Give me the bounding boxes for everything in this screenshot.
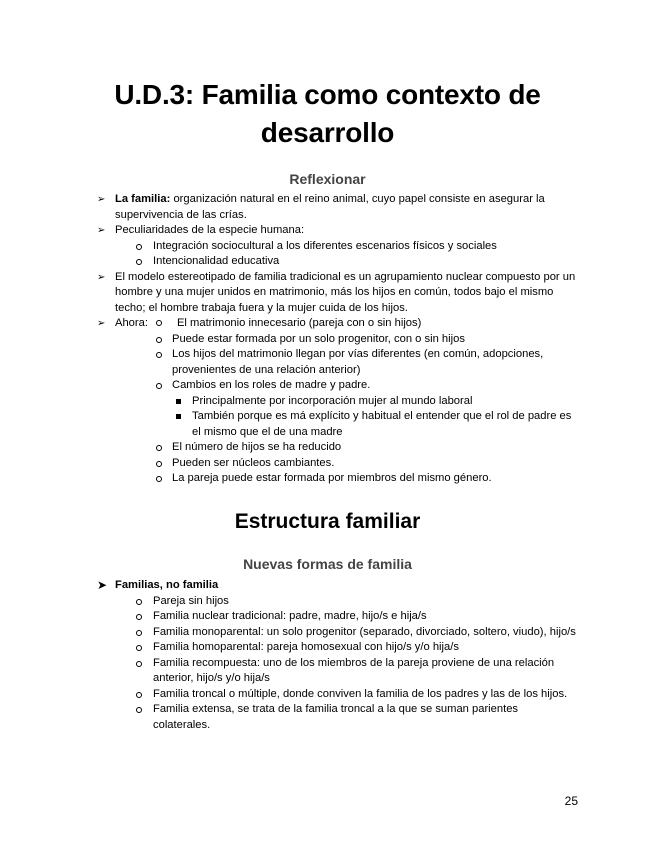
circle-bullet-icon bbox=[156, 445, 162, 451]
list-item bbox=[0, 440, 655, 456]
list-item bbox=[0, 239, 655, 255]
circle-bullet-icon bbox=[156, 461, 162, 467]
list-item-text: Familia recompuesta: uno de los miembros de la pareja proviene de una relación anterior, hijo/s y/o hija/s bbox=[153, 656, 555, 684]
list-item-text: Familia nuclear tradicional: padre, madre, hijo/s e hija/s bbox=[153, 610, 427, 622]
page-number: 25 bbox=[564, 794, 578, 808]
list-item-text: Pueden ser núcleos cambiantes. bbox=[172, 456, 335, 469]
list-item bbox=[0, 625, 655, 641]
list-item bbox=[0, 578, 655, 594]
list-item bbox=[0, 223, 655, 239]
reflexionar-list bbox=[0, 192, 655, 487]
section-heading-reflexionar: Reflexionar bbox=[289, 171, 366, 187]
square-bullet-icon bbox=[176, 414, 181, 419]
list-item-text: Familia monoparental: un solo progenitor (separado, divorciado, soltero, viudo), hijo/s bbox=[153, 625, 576, 638]
circle-bullet-icon bbox=[136, 599, 142, 605]
list-item-text: Cambios en los roles de madre y padre. bbox=[172, 379, 371, 391]
list-item bbox=[0, 409, 655, 440]
circle-bullet-icon bbox=[136, 614, 142, 620]
list-item bbox=[0, 640, 655, 656]
list-item bbox=[0, 594, 655, 610]
list-item-text: Intencionalidad educativa bbox=[153, 255, 280, 267]
list-item-text: El matrimonio innecesario (pareja con o sin hijos) bbox=[176, 317, 422, 329]
list-item bbox=[0, 609, 655, 625]
list-item bbox=[0, 347, 655, 378]
list-item bbox=[0, 332, 655, 348]
list-item bbox=[0, 192, 655, 223]
list-item-text: Pareja sin hijos bbox=[153, 594, 229, 607]
square-bullet-icon bbox=[176, 399, 181, 404]
list-item-text: Principalmente por incorporación mujer al mundo laboral bbox=[192, 394, 473, 407]
list-item bbox=[0, 378, 655, 394]
circle-bullet-icon bbox=[156, 337, 162, 343]
list-item bbox=[0, 687, 655, 703]
arrow-bullet-icon: ➢ bbox=[97, 318, 106, 329]
arrow-bullet-icon: ➢ bbox=[97, 225, 106, 236]
list-item bbox=[0, 316, 655, 332]
list-item-text: El número de hijos se ha reducido bbox=[172, 441, 342, 453]
list-item-text: organización natural en el reino animal, cuyo papel consiste en asegurar la supervivencia de las crías. bbox=[115, 193, 545, 221]
list-item-text: Familia homoparental: pareja homosexual con hijo/s y/o hija/s bbox=[153, 641, 459, 653]
list-item bbox=[0, 471, 655, 487]
circle-bullet-icon bbox=[136, 692, 142, 698]
term-label: La familia: bbox=[115, 193, 171, 205]
circle-bullet-icon bbox=[136, 244, 142, 250]
term-label: Ahora: bbox=[115, 317, 148, 329]
list-item-text: Peculiaridades de la especie humana: bbox=[115, 224, 305, 236]
list-item-text: Los hijos del matrimonio llegan por vías diferentes (en común, adopciones, provenientes de una relación anterior) bbox=[172, 348, 544, 376]
list-item bbox=[0, 656, 655, 687]
circle-bullet-icon bbox=[136, 661, 142, 667]
arrow-bullet-icon: ➢ bbox=[97, 271, 106, 283]
term-label: Familias, no familia bbox=[115, 579, 219, 591]
circle-bullet-icon bbox=[136, 645, 142, 651]
list-item bbox=[0, 394, 655, 410]
arrow-bullet-icon: ➢ bbox=[97, 194, 106, 205]
circle-bullet-icon bbox=[156, 352, 162, 358]
circle-bullet-icon bbox=[136, 707, 142, 713]
subheading-nuevas-formas: Nuevas formas de familia bbox=[243, 556, 412, 572]
list-item-text: Integración sociocultural a los diferentes escenarios físicos y sociales bbox=[153, 239, 497, 252]
list-item bbox=[0, 254, 655, 270]
circle-bullet-icon bbox=[156, 320, 162, 326]
circle-bullet-icon bbox=[136, 259, 142, 265]
list-item-text: También porque es má explícito y habitual el entender que el rol de padre es el mismo que el de una madre bbox=[192, 410, 572, 438]
list-item bbox=[0, 702, 655, 733]
circle-bullet-icon bbox=[156, 383, 162, 389]
list-item-text: Familia extensa, se trata de la familia troncal a la que se suman parientes colaterales. bbox=[153, 703, 519, 731]
list-item-text: El modelo estereotipado de familia tradicional es un agrupamiento nuclear compuesto por un hombre y una mujer unidos en matrimonio, más los hijos en común, todos bajo el mismo techo; el hombre trabaja fuera y la mujer cuida de los hijos. bbox=[115, 270, 576, 314]
circle-bullet-icon bbox=[156, 476, 162, 482]
familias-list bbox=[0, 578, 655, 733]
section-heading-estructura: Estructura familiar bbox=[234, 510, 421, 533]
page-title: U.D.3: Familia como contexto de desarrollo bbox=[114, 79, 541, 148]
circle-bullet-icon bbox=[136, 630, 142, 636]
list-item-text: La pareja puede estar formada por miembros del mismo género. bbox=[172, 472, 492, 484]
list-item-text: Familia troncal o múltiple, donde conviven la familia de los padres y las de los hijos. bbox=[153, 687, 568, 700]
arrow-bullet-icon: ➤ bbox=[97, 578, 108, 592]
list-item bbox=[0, 456, 655, 472]
list-item-text: Puede estar formada por un solo progenitor, con o sin hijos bbox=[172, 332, 465, 345]
list-item bbox=[0, 270, 655, 317]
